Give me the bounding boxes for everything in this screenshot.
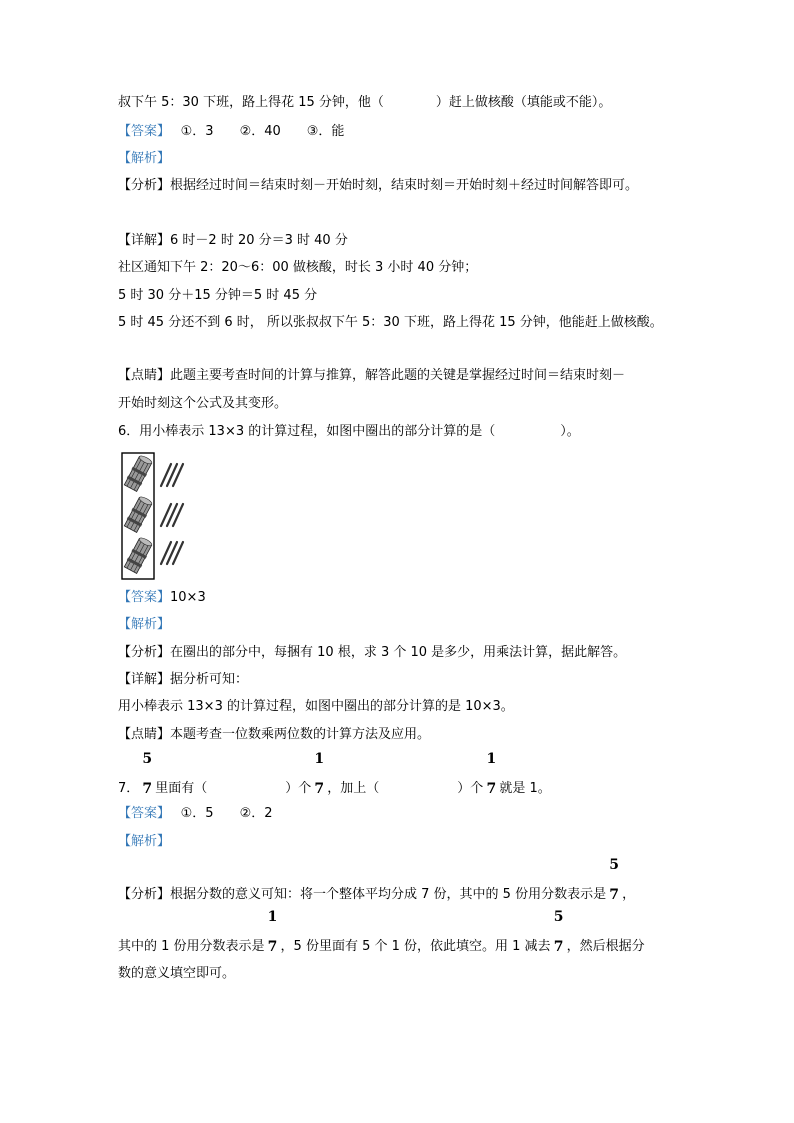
- fenxi-tag: 【分析】: [118, 645, 171, 660]
- numerator: 5: [142, 751, 153, 767]
- question-text-line: 叔下午 5：30 下班，路上得花 15 分钟，他（ ）赶上做核酸（填能或不能）。: [118, 95, 612, 110]
- loose-sticks-2: [161, 504, 183, 526]
- numerator: 5: [553, 909, 564, 925]
- analysis-row: [118, 149, 170, 169]
- answer-tag: 【答案】: [118, 806, 164, 821]
- fenxi-text: 在圈出的部分中，每捆有 10 根，求 3 个 10 是多少，用乘法计算，据此解答。: [170, 645, 627, 660]
- xiangjie-tag: 【详解】: [118, 672, 171, 687]
- fenxi-text: ，然后根据分: [566, 939, 645, 954]
- analysis-tag: 【解析】: [118, 151, 171, 166]
- fraction-1-7: [313, 751, 325, 799]
- answer-tag: 【答案】: [118, 590, 171, 605]
- xiangjie-line: 用小棒表示 13×3 的计算过程，如图中圈出的部分计算的是 10×3。: [118, 699, 514, 714]
- analysis-row: [118, 615, 170, 635]
- denominator: 7: [486, 781, 497, 797]
- answer-text: ①．3 ②．40 ③．能: [163, 124, 345, 139]
- answer-row: [118, 804, 273, 824]
- question-number: 7．: [118, 781, 140, 796]
- question-part: 里面有（ ）个: [155, 781, 312, 796]
- sticks-figure: [121, 452, 197, 580]
- fenxi-row: [118, 857, 636, 905]
- dianjing-row: [118, 725, 430, 745]
- fenxi-text: 根据分数的意义可知：将一个整体平均分成 7 份，其中的 5 份用分数表示是: [170, 887, 607, 902]
- numerator: 1: [267, 909, 278, 925]
- loose-sticks-1: [161, 464, 183, 486]
- fenxi-line: 数的意义填空即可。: [118, 966, 236, 981]
- answer-row: [118, 588, 206, 608]
- answer-text: ①．5 ②．2: [163, 806, 273, 821]
- fenxi-row: [118, 643, 626, 663]
- question-part: 就是 1。: [499, 781, 551, 796]
- bundle-2: [123, 495, 153, 533]
- answer-tag: 【答案】: [118, 124, 164, 139]
- answer-row: [118, 122, 344, 142]
- fenxi-text: ，: [622, 887, 636, 902]
- dianjing-text: 本题考查一位数乘两位数的计算方法及应用。: [170, 727, 431, 742]
- bundle-3: [123, 536, 153, 574]
- xiangjie-row: [118, 231, 348, 251]
- question-6: 6．用小棒表示 13×3 的计算过程，如图中圈出的部分计算的是（ ）。: [118, 424, 580, 439]
- numerator: 1: [314, 751, 325, 767]
- dianjing-line: 开始时刻这个公式及其变形。: [118, 396, 288, 411]
- fraction-1-7: [267, 909, 279, 957]
- denominator: 7: [553, 939, 564, 955]
- fenxi-text: 其中的 1 份用分数表示是: [118, 939, 265, 954]
- fraction-1-7: [485, 751, 497, 799]
- fenxi-line: [118, 909, 645, 957]
- numerator: 1: [486, 751, 497, 767]
- denominator: 7: [314, 781, 325, 797]
- sticks-illustration: [121, 452, 197, 580]
- question-7: [118, 751, 551, 799]
- fenxi-text: 根据经过时间＝结束时刻－开始时刻，结束时刻＝开始时刻＋经过时间解答即可。: [170, 178, 639, 193]
- dianjing-row: [118, 366, 625, 386]
- xiangjie-text: 6 时－2 时 20 分＝3 时 40 分: [170, 233, 348, 248]
- xiangjie-line: 5 时 45 分还不到 6 时， 所以张叔叔下午 5：30 下班，路上得花 15 分钟，他能赶上做核酸。: [118, 315, 663, 330]
- fenxi-tag: 【分析】: [118, 887, 171, 902]
- fraction-5-7: [608, 857, 620, 905]
- numerator: 5: [609, 857, 619, 873]
- answer-text: 10×3: [170, 590, 206, 605]
- denominator: 7: [267, 939, 278, 955]
- fenxi-text: ，5 份里面有 5 个 1 份，依此填空。用 1 减去: [280, 939, 551, 954]
- xiangjie-text: 据分析可知：: [170, 672, 249, 687]
- fraction-5-7: [141, 751, 153, 799]
- analysis-tag: 【解析】: [118, 617, 171, 632]
- dianjing-text: 此题主要考查时间的计算与推算，解答此题的关键是掌握经过时间＝结束时刻－: [170, 368, 626, 383]
- xiangjie-tag: 【详解】: [118, 233, 171, 248]
- fenxi-row: [118, 176, 638, 196]
- loose-sticks-3: [161, 542, 183, 564]
- analysis-tag: 【解析】: [118, 834, 171, 849]
- fraction-5-7: [553, 909, 565, 957]
- dianjing-tag: 【点睛】: [118, 727, 171, 742]
- bundle-1: [123, 454, 153, 492]
- fenxi-tag: 【分析】: [118, 178, 171, 193]
- denominator: 7: [142, 781, 153, 797]
- xiangjie-line: 社区通知下午 2：20～6：00 做核酸，时长 3 小时 40 分钟；: [118, 260, 478, 275]
- xiangjie-line: 5 时 30 分＋15 分钟＝5 时 45 分: [118, 288, 318, 303]
- analysis-row: [118, 832, 170, 852]
- denominator: 7: [609, 887, 619, 903]
- xiangjie-row: [118, 670, 248, 690]
- question-part: ，加上（ ）个: [327, 781, 484, 796]
- dianjing-tag: 【点睛】: [118, 368, 171, 383]
